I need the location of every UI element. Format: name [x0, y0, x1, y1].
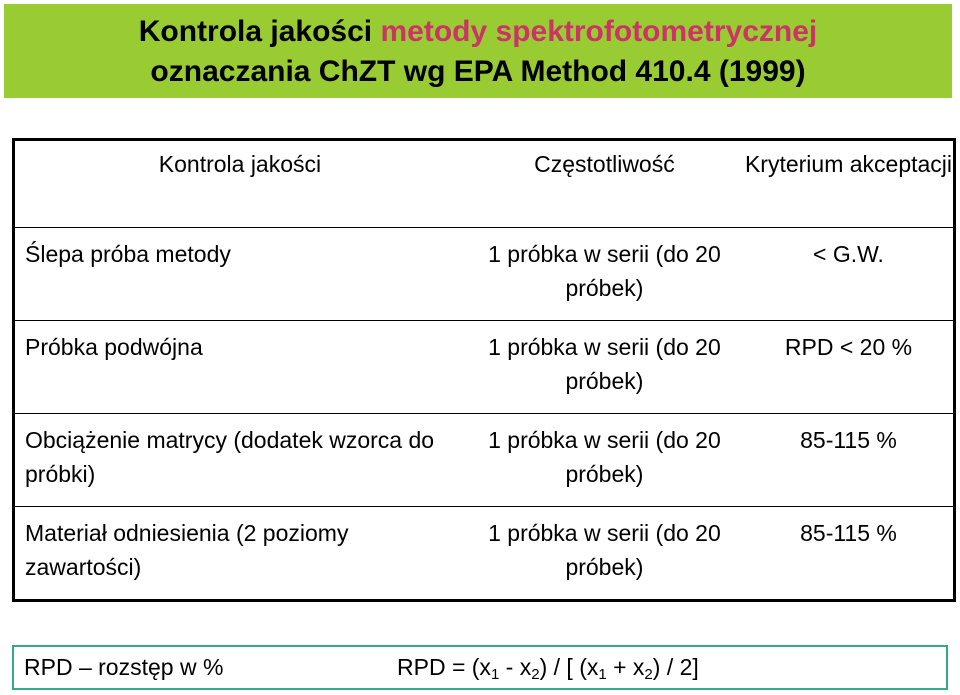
header-frequency: Częstotliwość — [465, 140, 744, 228]
cell-acceptance: 85-115 % — [800, 520, 897, 546]
header-quality-control: Kontrola jakości — [14, 140, 465, 228]
cell-frequency: 1 próbka w serii (do 20 próbek) — [488, 520, 721, 580]
cell-quality-control: Próbka podwójna — [14, 321, 465, 414]
table-header-row — [14, 140, 955, 228]
title-line-2: oznaczania ChZT wg EPA Method 410.4 (1999) — [150, 55, 806, 88]
cell-frequency: 1 próbka w serii (do 20 próbek) — [465, 228, 744, 321]
cell-quality-control: Materiał odniesienia (2 poziomy zawartości) — [25, 520, 349, 580]
rpd-definition: RPD – rozstęp w % — [24, 654, 224, 680]
cell-frequency: 1 próbka w serii (do 20 próbek) — [465, 321, 744, 414]
cell-quality-control: Obciążenie matrycy (dodatek wzorca do próbki) — [14, 414, 465, 507]
cell-acceptance: 85-115 % — [744, 414, 955, 507]
title-part-1: Kontrola jakości — [138, 15, 373, 48]
cell-acceptance: < G.W. — [744, 228, 955, 321]
table-row — [14, 321, 955, 414]
title-banner — [4, 4, 952, 98]
rpd-formula: RPD = $(x_1 - x_2)$ / [ $(x_1 + x_2) / 2$] — [397, 654, 699, 683]
cell-quality-control: Ślepa próba metody — [14, 228, 465, 321]
header-acceptance-criterion: Kryterium akceptacji — [744, 140, 955, 228]
table-row — [14, 507, 955, 601]
quality-control-table — [12, 138, 956, 602]
title-part-2-accent: metody spektrofotometrycznej — [380, 15, 818, 48]
table-row — [14, 228, 955, 321]
cell-frequency: 1 próbka w serii (do 20 próbek) — [465, 414, 744, 507]
table-row — [14, 414, 955, 507]
cell-acceptance: RPD < 20 % — [744, 321, 955, 414]
rpd-definition-box — [12, 645, 948, 690]
